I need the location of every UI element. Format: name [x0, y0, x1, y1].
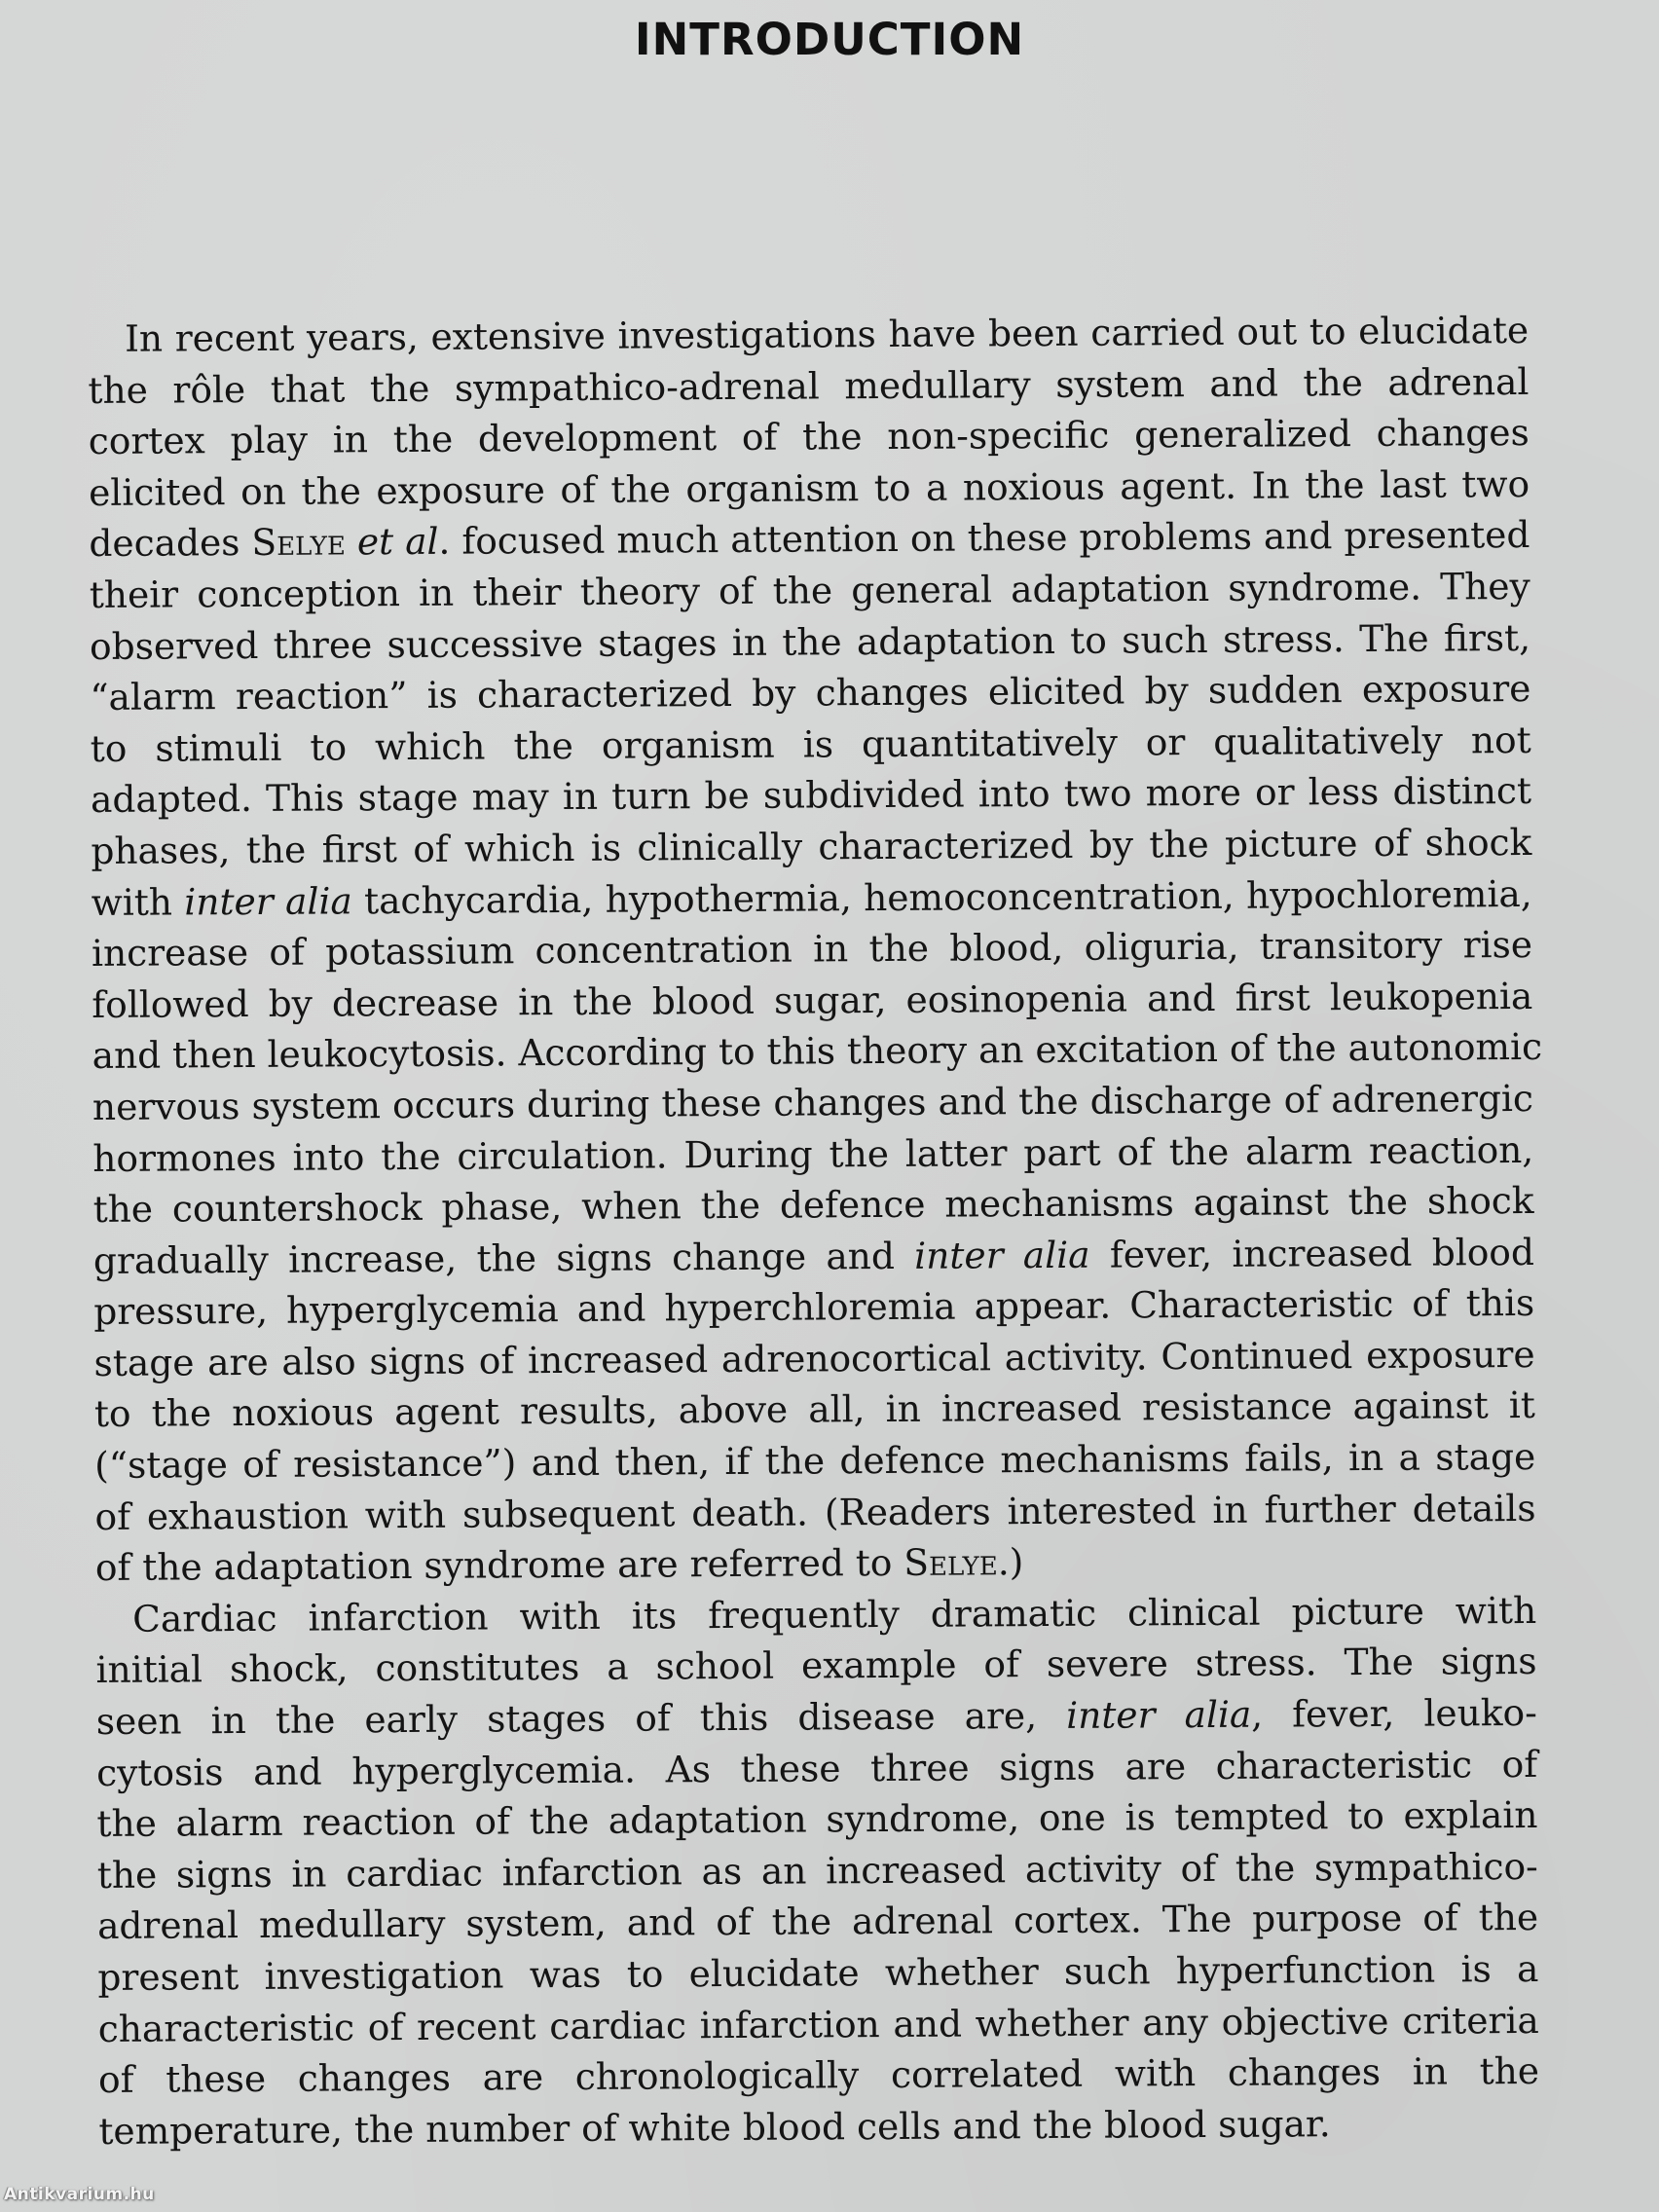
text-segment: cortex play in the development of the non-specific generalized changes [88, 411, 1530, 463]
italic-text: et al [356, 520, 439, 564]
text-line [90, 612, 1530, 673]
italic-text: inter alia [1065, 1692, 1252, 1737]
paragraph [88, 305, 1543, 1594]
text-line [93, 1329, 1534, 1389]
text-line [94, 1380, 1535, 1440]
text-segment: of the adaptation syndrome are referred to [94, 1541, 904, 1590]
text-segment: adapted. This stage may in turn be subdivided into two more or less distinct [90, 769, 1532, 822]
text-segment: seen in the early stages of this disease are, [95, 1693, 1067, 1744]
text-segment: temperature, the number of white blood cells and the blood sugar. [98, 2102, 1331, 2153]
text-line [90, 663, 1530, 723]
text-line [98, 2046, 1539, 2106]
text-line [91, 817, 1531, 877]
text-segment: present investigation was to elucidate whether such hyperfunction is a [97, 1946, 1539, 1999]
text-line [95, 1585, 1536, 1645]
text-line [94, 1483, 1535, 1543]
small-caps-name: Selye [903, 1540, 998, 1585]
text-line [95, 1636, 1536, 1696]
text-segment: to the noxious agent results, above all, in increased resistance against it [93, 1383, 1536, 1436]
text-segment: the rôle that the sympathico-adrenal medullary system and the adrenal [88, 359, 1530, 412]
text-line [88, 356, 1529, 417]
text-line [96, 1789, 1537, 1850]
text-segment: hormones into the circulation. During the latter part of the alarm reaction, [92, 1127, 1534, 1180]
body-text [88, 305, 1543, 2157]
text-segment: .) [997, 1540, 1024, 1584]
text-segment: the countershock phase, when the defence mechanisms against the shock [92, 1179, 1534, 1232]
text-line [98, 1995, 1539, 2055]
watermark: Antikvarium.hu [4, 2185, 155, 2204]
text-segment: observed three successive stages in the adaptation to such stress. The first, [89, 615, 1531, 668]
text-segment: to stimuli to which the organism is quantitatively or qualitatively not [90, 718, 1531, 770]
text-line [93, 1277, 1534, 1338]
page-heading: INTRODUCTION [634, 14, 1025, 65]
text-segment: stage are also signs of increased adrenocortical activity. Continued exposure [93, 1332, 1535, 1384]
text-segment: In recent years, extensive investigations have been carried out to elucidate [125, 308, 1530, 360]
text-segment: nervous system occurs during these changes and the discharge of adrenergic [92, 1076, 1534, 1128]
text-segment: . focused much attention on these problems and presented [438, 513, 1530, 564]
text-line [92, 919, 1532, 979]
text-segment: gradually increase, the signs change and [92, 1234, 915, 1282]
text-line [95, 1533, 1536, 1594]
text-segment: tachycardia, hypothermia, hemoconcentration, hypochloremia, [351, 871, 1532, 922]
italic-text: inter alia [184, 878, 352, 923]
text-segment: increase of potassium concentration in the blood, oliguria, transitory rise [91, 923, 1533, 976]
paragraph [95, 1585, 1540, 2157]
text-segment: followed by decrease in the blood sugar, eosinopenia and first leukopenia [92, 974, 1533, 1026]
text-segment: of these changes are chronologically correlated with changes in the [97, 2049, 1540, 2102]
text-line [92, 1021, 1543, 1082]
italic-text: inter alia [914, 1233, 1090, 1277]
text-line [96, 1687, 1537, 1748]
text-line [92, 1073, 1533, 1133]
text-line [97, 1943, 1538, 2004]
text-segment: their conception in their theory of the general adaptation syndrome. They [89, 564, 1530, 616]
text-line [89, 459, 1530, 519]
text-segment: characteristic of recent cardiac infarction and whether any objective criteria [97, 1998, 1539, 2050]
text-line [96, 1739, 1537, 1799]
text-line [88, 305, 1529, 365]
text-line [92, 867, 1532, 928]
text-line [98, 2097, 1539, 2157]
text-segment: decades [89, 521, 252, 566]
text-segment: fever, increased blood [1089, 1230, 1535, 1276]
text-segment: elicited on the exposure of the organism to a noxious agent. In the last two [88, 461, 1530, 514]
text-segment: , fever, leuko- [1251, 1690, 1537, 1736]
text-segment: (“stage of resistance”) and then, if the defence mechanisms fails, in a stage [94, 1435, 1536, 1488]
text-segment: and then leukocytosis. According to this theory an excitation of the autonomic [92, 1025, 1543, 1078]
text-line [97, 1841, 1538, 1901]
text-segment: initial shock, constitutes a school example of severe stress. The signs [95, 1640, 1537, 1692]
text-segment: the signs in cardiac infarction as an increased activity of the sympathico- [96, 1844, 1538, 1897]
text-segment [346, 521, 357, 564]
text-segment: phases, the first of which is clinically characterized by the picture of shock [91, 820, 1532, 872]
text-line [92, 1175, 1533, 1235]
text-segment: Cardiac infarction with its frequently dramatic clinical picture with [132, 1588, 1537, 1641]
text-line [90, 561, 1530, 621]
text-line [91, 715, 1531, 775]
small-caps-name: Selye [251, 520, 346, 565]
text-segment: of exhaustion with subsequent death. (Readers interested in further details [94, 1486, 1536, 1538]
text-line [97, 1892, 1538, 1952]
text-line [93, 1227, 1534, 1287]
text-segment: “alarm reaction” is characterized by changes elicited by sudden exposure [90, 667, 1531, 719]
text-line [92, 971, 1532, 1031]
text-line [92, 1124, 1533, 1184]
text-segment: adrenal medullary system, and of the adrenal cortex. The purpose of the [96, 1896, 1539, 1948]
text-line [94, 1431, 1535, 1492]
text-segment: pressure, hyperglycemia and hyperchloremia appear. Characteristic of this [93, 1281, 1535, 1334]
text-line [91, 765, 1531, 826]
text-line [89, 509, 1530, 570]
text-segment: the alarm reaction of the adaptation syndrome, one is tempted to explain [96, 1793, 1538, 1846]
text-line [89, 407, 1530, 467]
text-segment: with [91, 879, 185, 924]
text-segment: cytosis and hyperglycemia. As these three signs are characteristic of [96, 1742, 1538, 1794]
